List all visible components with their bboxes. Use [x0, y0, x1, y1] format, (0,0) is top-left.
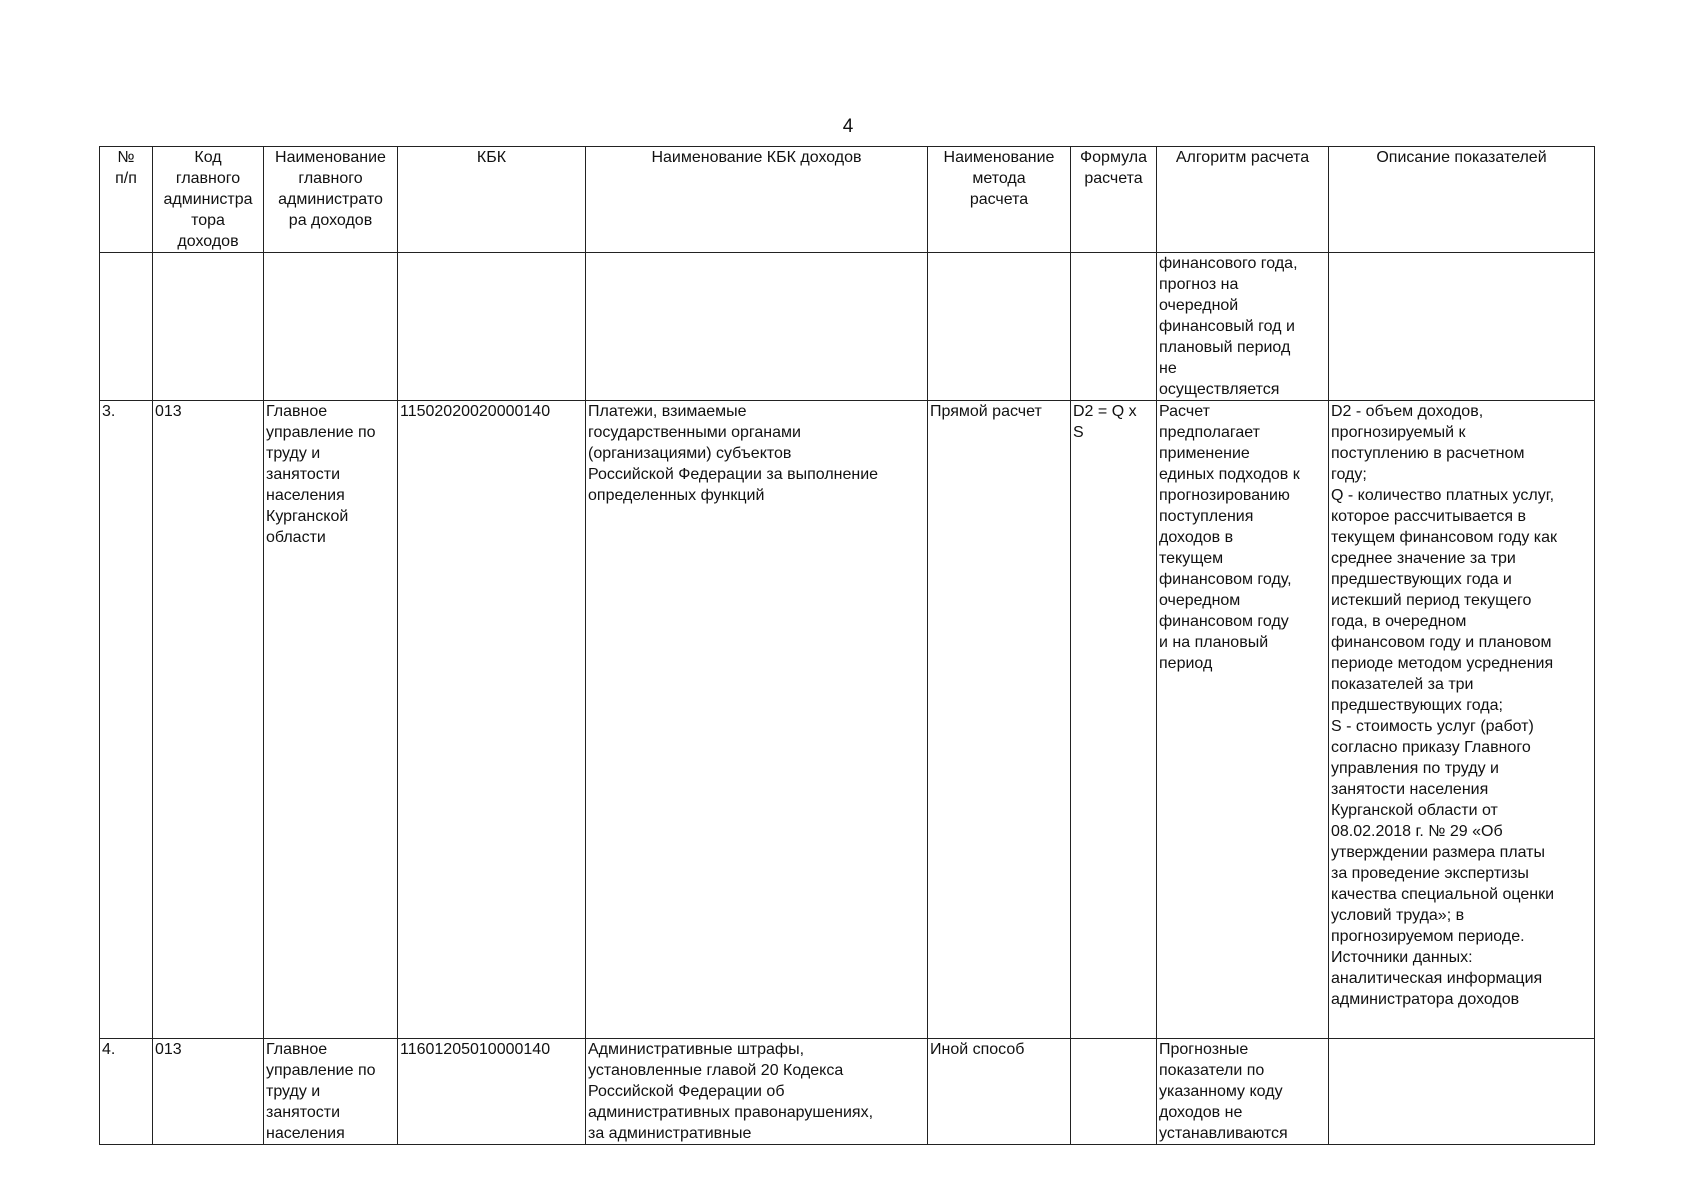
cell-kbk: [398, 253, 586, 401]
cell-kbk-name: Административные штрафы, установленные главой 20 Кодекса Российской Федерации об административных правонарушениях, за административные: [586, 1039, 928, 1145]
cell-description: [1329, 1039, 1595, 1145]
cell-kbk-name: Платежи, взимаемые государственными органами (организациями) субъектов Российской Федерации за выполнение определенных функций: [586, 401, 928, 1039]
cell-admin-code: [153, 253, 264, 401]
header-kbk-name: Наименование КБК доходов: [586, 147, 928, 253]
header-admin-code: Код главного администра тора доходов: [153, 147, 264, 253]
header-algorithm: Алгоритм расчета: [1157, 147, 1329, 253]
table-row: [100, 1039, 1595, 1145]
cell-method: [928, 253, 1071, 401]
cell-method: Прямой расчет: [928, 401, 1071, 1039]
table-row: [100, 401, 1595, 1039]
cell-admin-code: 013: [153, 1039, 264, 1145]
cell-formula: [1071, 1039, 1157, 1145]
header-description: Описание показателей: [1329, 147, 1595, 253]
header-num: № п/п: [100, 147, 153, 253]
cell-admin-name: [264, 253, 398, 401]
cell-kbk-name: [586, 253, 928, 401]
cell-kbk: 11502020020000140: [398, 401, 586, 1039]
header-kbk: КБК: [398, 147, 586, 253]
cell-admin-name: Главное управление по труду и занятости населения: [264, 1039, 398, 1145]
cell-num: 3.: [100, 401, 153, 1039]
cell-num: 4.: [100, 1039, 153, 1145]
cell-admin-name: Главное управление по труду и занятости населения Курганской области: [264, 401, 398, 1039]
cell-method: Иной способ: [928, 1039, 1071, 1145]
cell-formula: [1071, 253, 1157, 401]
cell-formula: D2 = Q x S: [1071, 401, 1157, 1039]
header-admin-name: Наименование главного администрато ра доходов: [264, 147, 398, 253]
cell-admin-code: 013: [153, 401, 264, 1039]
header-formula: Формула расчета: [1071, 147, 1157, 253]
cell-algorithm: Расчет предполагает применение единых подходов к прогнозированию поступления доходов в текущем финансовом году, очередном финансовом году и на плановый период: [1157, 401, 1329, 1039]
table-header-row: [100, 147, 1595, 253]
table-row: [100, 253, 1595, 401]
cell-kbk: 11601205010000140: [398, 1039, 586, 1145]
cell-description: D2 - объем доходов, прогнозируемый к поступлению в расчетном году; Q - количество платных услуг, которое рассчитывается в текущем финансовом году как среднее значение за три предшествующих года и истекший период текущего года, в очередном финансовом году и плановом периоде методом усреднения показателей за три предшествующих года; S - стоимость услуг (работ) согласно приказу Главного управления по труду и занятости населения Курганской области от 08.02.2018 г. № 29 «Об утверждении размера платы за проведение экспертизы качества специальной оценки условий труда»; в прогнозируемом периоде. Источники данных: аналитическая информация администратора доходов: [1329, 401, 1595, 1039]
cell-description: [1329, 253, 1595, 401]
cell-algorithm: Прогнозные показатели по указанному коду доходов не устанавливаются: [1157, 1039, 1329, 1145]
cell-num: [100, 253, 153, 401]
header-method: Наименование метода расчета: [928, 147, 1071, 253]
page-number: 4: [842, 116, 854, 137]
revenue-forecast-table: [99, 146, 1595, 1145]
cell-algorithm: финансового года, прогноз на очередной финансовый год и плановый период не осуществляется: [1157, 253, 1329, 401]
